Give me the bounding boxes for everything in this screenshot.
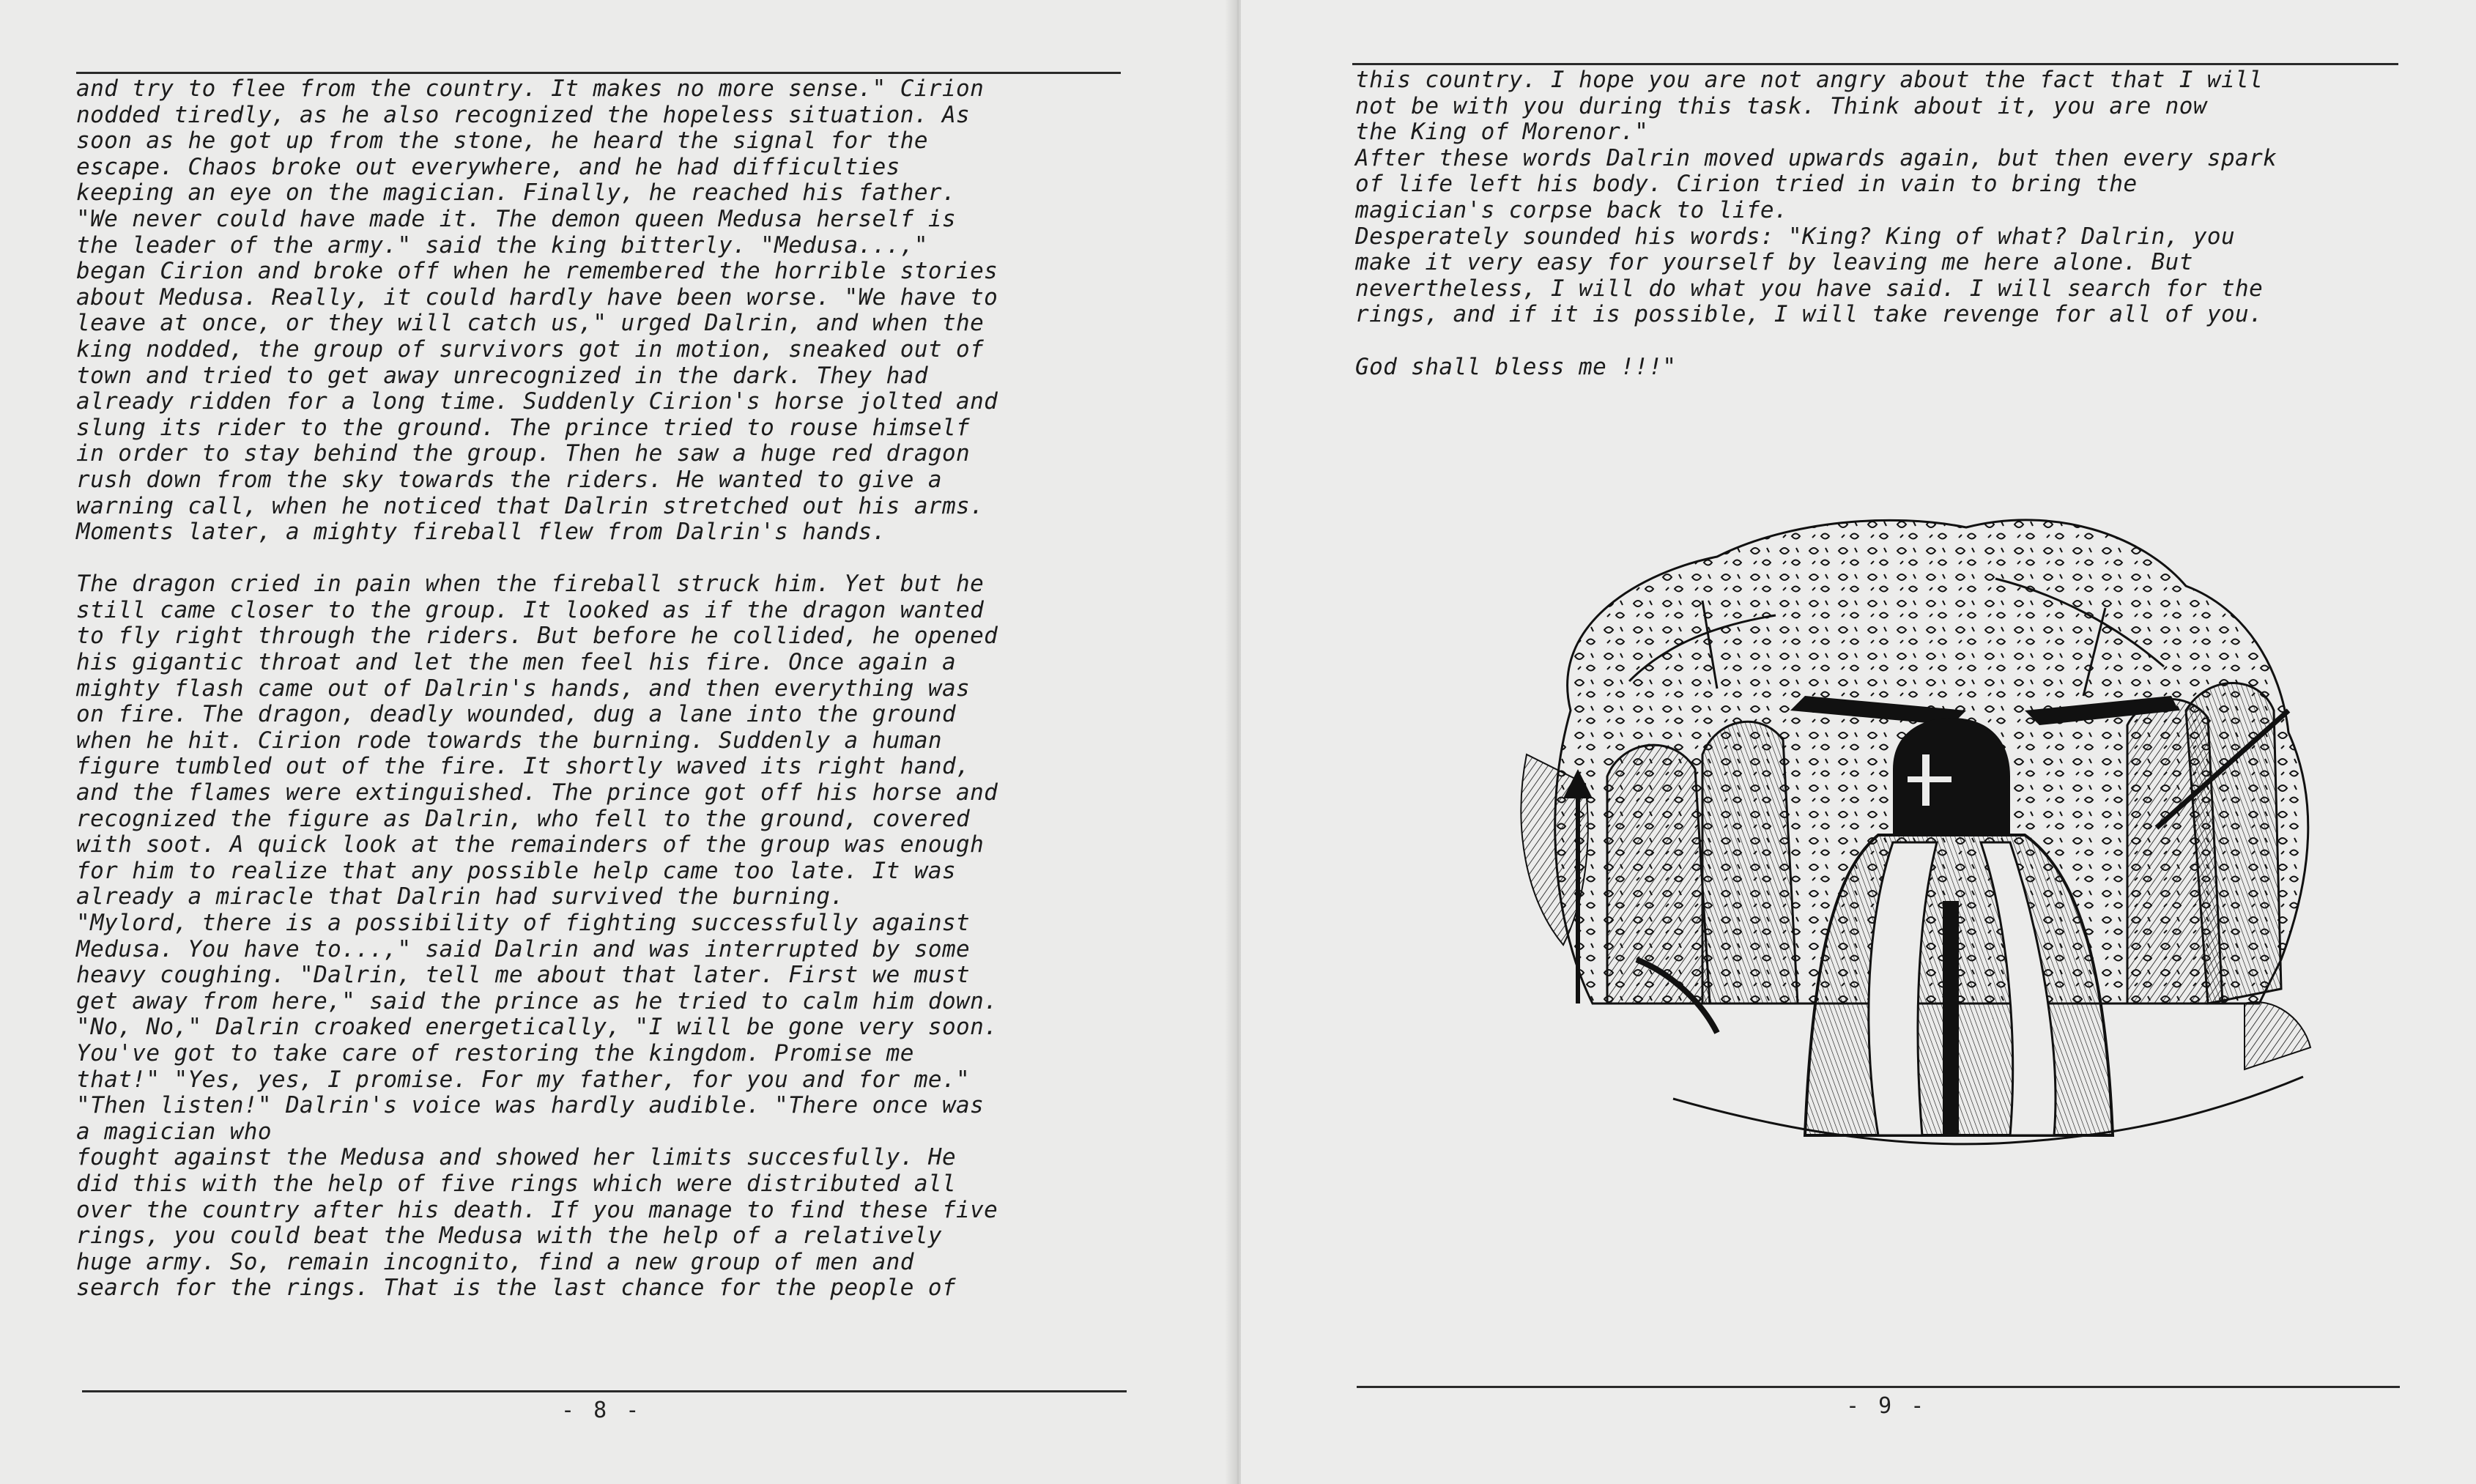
text-line: mighty flash came out of Dalrin's hands, and then everything was xyxy=(76,675,971,702)
text-line: "We never could have made it. The demon queen Medusa herself is xyxy=(76,205,957,232)
text-line: search for the rings. That is the last chance for the people of xyxy=(76,1275,957,1302)
top-rule xyxy=(76,72,1121,74)
text-line: get away from here," said the prince as he tried to calm him down. xyxy=(76,987,998,1014)
right-page xyxy=(1241,0,2476,1484)
text-line: not be with you during this task. Think about it, you are now xyxy=(1355,92,2207,119)
text-line: slung its rider to the ground. The prince tried to rouse himself xyxy=(76,414,971,441)
text-line: nodded tiredly, as he also recognized the hopeless situation. As xyxy=(76,101,971,128)
text-line: with soot. A quick look at the remainders of the group was enough xyxy=(76,831,985,858)
text-line: of life left his body. Cirion tried in vain to bring the xyxy=(1355,171,2138,198)
bottom-rule xyxy=(1357,1386,2400,1388)
left-page xyxy=(0,0,1235,1484)
text-line: rush down from the sky towards the riders. He wanted to give a xyxy=(76,466,942,493)
illustration-hooded-warriors xyxy=(1483,491,2347,1187)
text-line: began Cirion and broke off when he remembered the horrible stories xyxy=(76,258,998,285)
text-line: Desperately sounded his words: "King? King of what? Dalrin, you xyxy=(1355,223,2236,250)
text-line: rings, you could beat the Medusa with the help of a relatively xyxy=(76,1223,942,1250)
text-line: about Medusa. Really, it could hardly have been worse. "We have to xyxy=(76,283,998,311)
text-line: make it very easy for yourself by leaving me here alone. But xyxy=(1355,249,2193,276)
text-line: leave at once, or they will catch us," urged Dalrin, and when the xyxy=(76,310,985,337)
text-line: the King of Morenor." xyxy=(1355,119,1649,146)
text-line: heavy coughing. "Dalrin, tell me about that later. First we must xyxy=(76,962,971,989)
text-line: and try to flee from the country. It makes no more sense." Cirion xyxy=(76,75,985,102)
text-line: escape. Chaos broke out everywhere, and he had difficulties xyxy=(76,153,900,180)
text-line: The dragon cried in pain when the fireball struck him. Yet but he xyxy=(76,571,985,598)
text-line: warning call, when he noticed that Dalrin stretched out his arms. xyxy=(76,492,985,519)
text-line: keeping an eye on the magician. Finally, he reached his father. xyxy=(76,179,957,207)
text-line: rings, and if it is possible, I will take revenge for all of you. xyxy=(1355,301,2264,328)
text-line: this country. I hope you are not angry about the fact that I will xyxy=(1355,67,2264,93)
text-line: already a miracle that Dalrin had survived the burning. xyxy=(76,883,845,910)
text-line: that!" "Yes, yes, I promise. For my father, for you and for me." xyxy=(76,1066,971,1093)
text-line: "Mylord, there is a possibility of fighting successfully against xyxy=(76,910,971,936)
right-page-text xyxy=(1355,67,2277,380)
text-line: recognized the figure as Dalrin, who fell to the ground, covered xyxy=(76,805,971,832)
text-line: After these words Dalrin moved upwards again, but then every spark xyxy=(1355,144,2277,171)
text-line: king nodded, the group of survivors got in motion, sneaked out of xyxy=(76,335,985,363)
text-line: soon as he got up from the stone, he heard the signal for the xyxy=(76,127,928,155)
text-line: figure tumbled out of the fire. It shortly waved its right hand, xyxy=(76,753,971,780)
text-line: a magician who xyxy=(76,1118,272,1145)
text-line: when he hit. Cirion rode towards the burning. Suddenly a human xyxy=(76,727,942,754)
text-line: "No, No," Dalrin croaked energetically, "I will be gone very soon. xyxy=(76,1014,998,1041)
text-line: You've got to take care of restoring the kingdom. Promise me xyxy=(76,1039,914,1066)
text-line: in order to stay behind the group. Then he saw a huge red dragon xyxy=(76,440,971,467)
text-line: his gigantic throat and let the men feel his fire. Once again a xyxy=(76,649,957,676)
text-line: for him to realize that any possible help came too late. It was xyxy=(76,857,957,884)
text-line: God shall bless me !!!" xyxy=(1355,353,1677,380)
left-page-text xyxy=(76,76,998,1302)
text-line: "Then listen!" Dalrin's voice was hardly audible. "There once was xyxy=(76,1092,985,1119)
text-line: magician's corpse back to life. xyxy=(1355,196,1788,223)
text-line xyxy=(1355,328,2277,355)
text-line: the leader of the army." said the king bitterly. "Medusa...," xyxy=(76,231,928,259)
text-line: town and tried to get away unrecognized in the dark. They had xyxy=(76,362,928,389)
text-line: fought against the Medusa and showed her limits succesfully. He xyxy=(76,1144,957,1171)
page-number: - 9 - xyxy=(1846,1393,1927,1419)
text-line: huge army. So, remain incognito, find a new group of men and xyxy=(76,1248,914,1275)
text-line: already ridden for a long time. Suddenly Cirion's horse jolted and xyxy=(76,388,998,415)
text-line xyxy=(76,546,998,572)
top-rule xyxy=(1352,63,2398,65)
bottom-rule xyxy=(82,1390,1127,1392)
text-line: on fire. The dragon, deadly wounded, dug a lane into the ground xyxy=(76,701,957,728)
text-line: and the flames were extinguished. The prince got off his horse and xyxy=(76,779,998,806)
text-line: over the country after his death. If you manage to find these five xyxy=(76,1196,998,1223)
page-number: - 8 - xyxy=(561,1398,642,1423)
text-line: nevertheless, I will do what you have said. I will search for the xyxy=(1355,275,2264,302)
text-line: to fly right through the riders. But before he collided, he opened xyxy=(76,623,998,650)
text-line: still came closer to the group. It looked as if the dragon wanted xyxy=(76,596,985,623)
text-line: Medusa. You have to...," said Dalrin and was interrupted by some xyxy=(76,935,971,962)
text-line: did this with the help of five rings which were distributed all xyxy=(76,1170,957,1197)
text-line: Moments later, a mighty fireball flew from Dalrin's hands. xyxy=(76,519,886,546)
